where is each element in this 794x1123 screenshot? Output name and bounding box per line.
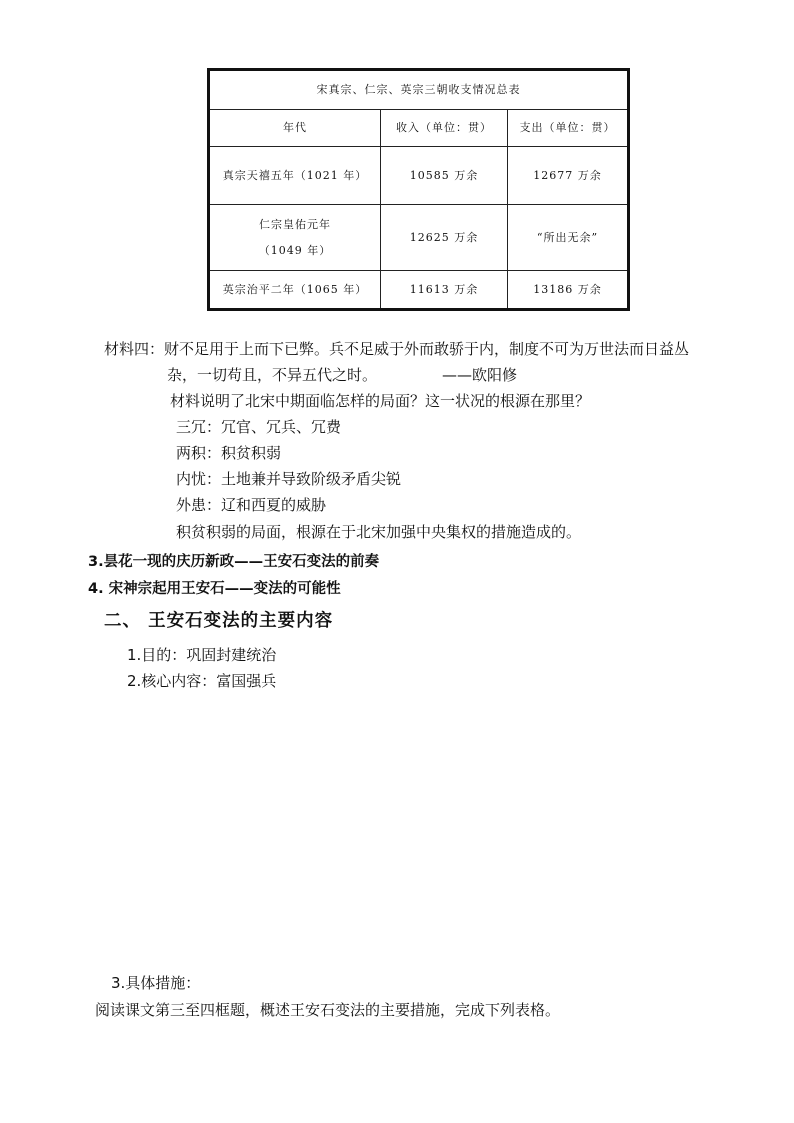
material4-line1: 材料四：财不足用于上而下已弊。兵不足威于外而敢骄于内，制度不可为万世法而日益丛 [104,340,690,358]
answer-line: 两积：积贫积弱 [176,444,282,462]
table-row [209,271,629,310]
material4-line2: 杂，一切苟且，不异五代之时。 [167,366,378,384]
material4-source: ——欧阳修 [442,366,518,384]
table-title: 宋真宗、仁宗、英宗三朝收支情况总表 [209,70,629,110]
income-cell: 11613 万余 [381,271,508,310]
header-income: 收入（单位：贯） [381,110,508,147]
answer-line: 积贫积弱的局面，根源在于北宋加强中央集权的措施造成的。 [176,523,582,541]
header-era: 年代 [209,110,381,147]
era-cell [209,205,381,271]
header-expense: 支出（单位：贯） [508,110,629,147]
expense-cell: 13186 万余 [508,271,629,310]
measures-title: 3.具体措施： [111,974,201,992]
expense-cell: “所出无余” [508,205,629,271]
income-cell: 12625 万余 [381,205,508,271]
era-cell: 英宗治平二年（1065 年） [209,271,381,310]
point-4: 4. 宋神宗起用王安石——变法的可能性 [88,581,341,597]
income-cell: 10585 万余 [381,147,508,205]
measures-instruction: 阅读课文第三至四框题，概述王安石变法的主要措施，完成下列表格。 [95,1001,561,1019]
question-text: 材料说明了北宋中期面临怎样的局面？这一状况的根源在那里？ [170,392,591,410]
section-item: 1.目的：巩固封建统治 [127,646,277,664]
answer-line: 三冗：冗官、冗兵、冗费 [176,418,342,436]
point-3: 3.昙花一现的庆历新政——王安石变法的前奏 [88,554,380,570]
answer-line: 外患：辽和西夏的威胁 [176,496,327,514]
expense-cell: 12677 万余 [508,147,629,205]
section-item: 2.核心内容：富国强兵 [127,672,277,690]
era-line: （1049 年） [258,243,332,257]
table-row [209,147,629,205]
era-cell: 真宗天禧五年（1021 年） [209,147,381,205]
era-line: 仁宗皇佑元年 [259,217,331,231]
section-heading: 二、 王安石变法的主要内容 [104,611,334,631]
answer-line: 内忧：土地兼并导致阶级矛盾尖锐 [176,470,402,488]
revenue-expense-table [207,68,630,311]
table-row [209,205,629,271]
